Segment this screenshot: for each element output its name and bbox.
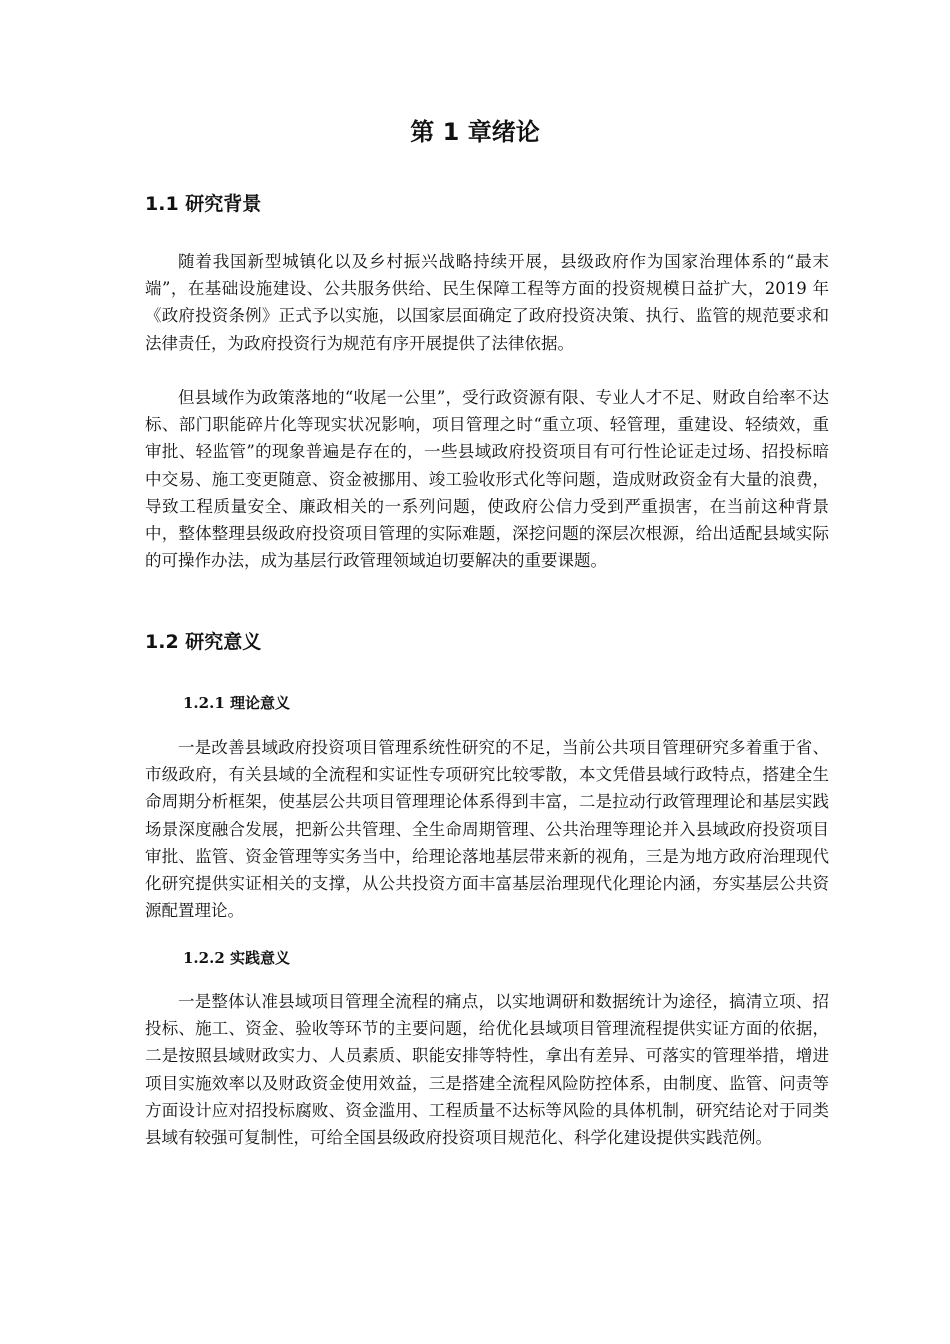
paragraph-practical-significance: 一是整体认准县域项目管理全流程的痛点，以实地调研和数据统计为途径，搞清立项、招投标、施工、资金、验收等环节的主要问题，给优化县域项目管理流程提供实证方面的依据，二是按照县域财政实力、人员素质、职能安排等特性，拿出有差异、可落实的管理举措，增进项目实施效率以及财政资金使用效益，三是搭建全流程风险防控体系，由制度、监管、问责等方面设计应对招投标腐败、资金滥用、工程质量不达标等风险的具体机制，研究结论对于同类县域有较强可复制性，可给全国县级政府投资项目规范化、科学化建设提供实践范例。 xyxy=(145,992,829,1148)
paragraph-background-1: 随着我国新型城镇化以及乡村振兴战略持续开展，县级政府作为国家治理体系的“最末端”，在基础设施建设、公共服务供给、民生保障工程等方面的投资规模日益扩大，2019 年《政府投资条例》正式予以实施，以国家层面确定了政府投资决策、执行、监管的规范要求和法律责任，为政府投资行为规范有序开展提供了法律依据。 xyxy=(145,252,829,353)
paragraph-theoretical-significance: 一是改善县域政府投资项目管理系统性研究的不足，当前公共项目管理研究多着重于省、市级政府，有关县域的全流程和实证性专项研究比较零散，本文凭借县域行政特点，搭建全生命周期分析框架，使基层公共项目管理理论体系得到丰富，二是拉动行政管理理论和基层实践场景深度融合发展，把新公共管理、全生命周期管理、公共治理等理论并入县域政府投资项目审批、监管、资金管理等实务当中，给理论落地基层带来新的视角，三是为地方政府治理现代化研究提供实证相关的支撑，从公共投资方面丰富基层治理现代化理论内涵，夯实基层公共资源配置理论。 xyxy=(145,738,829,921)
section-heading-research-significance: 1.2 研究意义 xyxy=(145,631,262,653)
section-heading-research-background: 1.1 研究背景 xyxy=(145,193,262,215)
paragraph-background-2: 但县域作为政策落地的“收尾一公里”，受行政资源有限、专业人才不足、财政自给率不达标、部门职能碎片化等现实状况影响，项目管理之时“重立项、轻管理，重建设、轻绩效，重审批、轻监管”的现象普遍是存在的，一些县域政府投资项目有可行性论证走过场、招投标暗中交易、施工变更随意、资金被挪用、竣工验收形式化等问题，造成财政资金有大量的浪费，导致工程质量安全、廉政相关的一系列问题，使政府公信力受到严重损害，在当前这种背景中，整体整理县级政府投资项目管理的实际难题，深挖问题的深层次根源，给出适配县域实际的可操作办法，成为基层行政管理领域迫切要解决的重要课题。 xyxy=(145,388,829,571)
subsection-heading-practical-significance: 1.2.2 实践意义 xyxy=(183,949,290,967)
chapter-title: 第 1 章绪论 xyxy=(410,118,540,146)
subsection-heading-theoretical-significance: 1.2.1 理论意义 xyxy=(183,694,290,712)
